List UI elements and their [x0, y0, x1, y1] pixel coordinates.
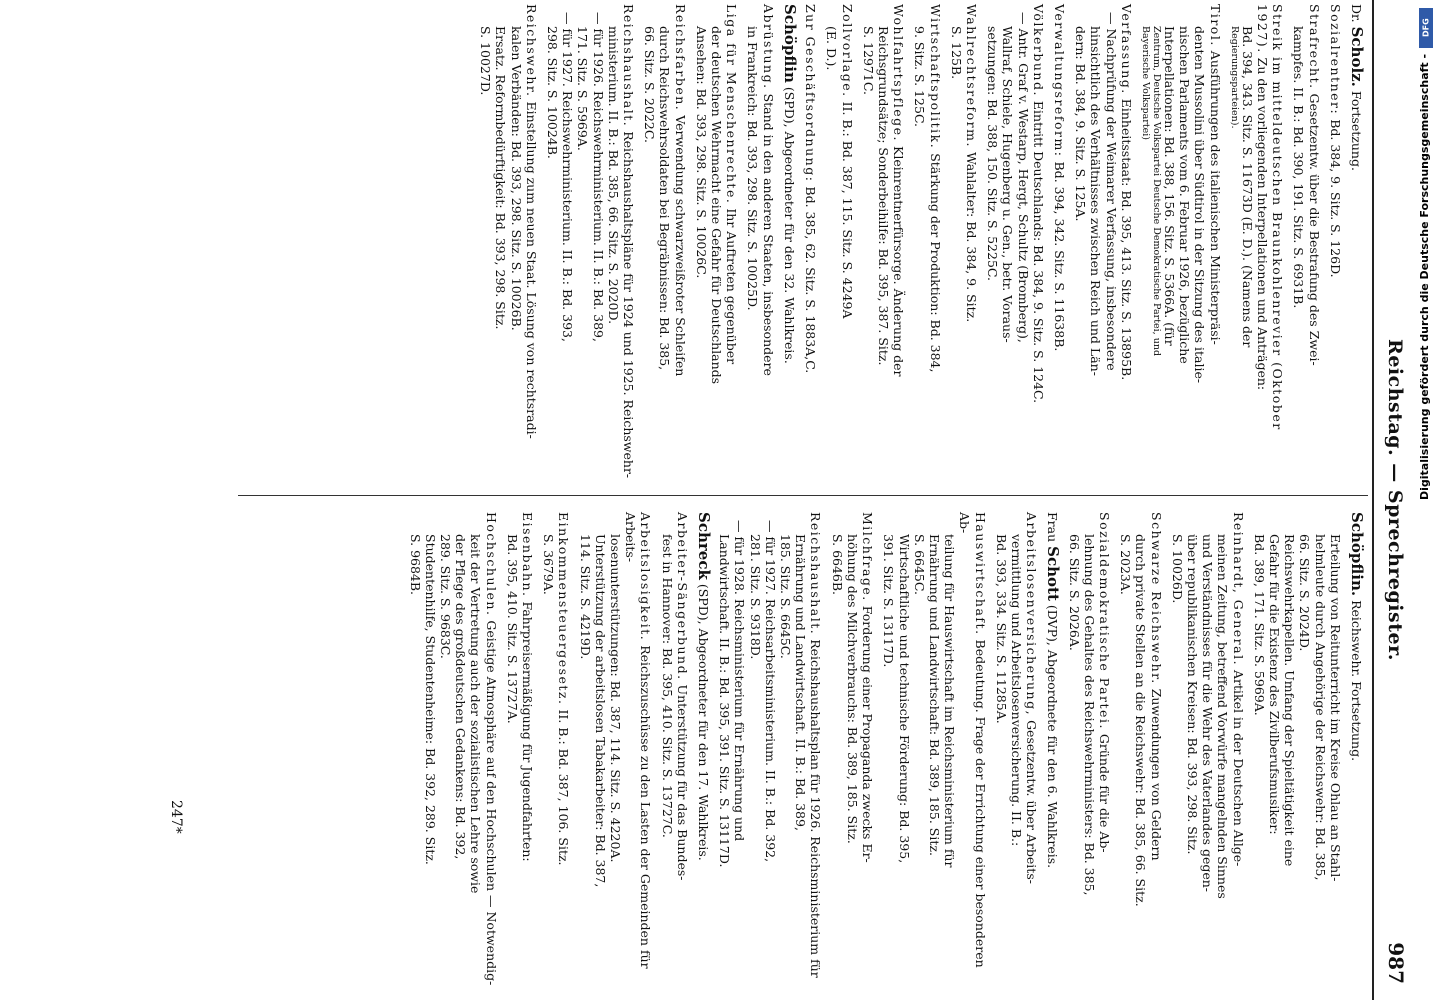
entry-line: Einheitsstaat: Bd. 395, 413. Sitz. S. 13895B. [1118, 98, 1134, 381]
entry-line: S. 12971C. [860, 26, 876, 95]
entry-line: kampfes. II. B.: Bd. 390, 191. Sitz. S. 6931B. [1291, 26, 1307, 309]
entry-line: lehnung des Gehaltes des Reichswehrministers: Bd. 385, [1081, 534, 1097, 896]
entry-line: 114. Sitz. S. 4219D. [577, 534, 593, 660]
entry-line: Bd. 389, 171. Sitz. S. 5969A. [1251, 534, 1267, 716]
entry-topic: Reichswehr. [523, 4, 539, 98]
entry-line: Ersatz. Reformbedürftigkeit: Bd. 393, 298. Sitz. [493, 26, 509, 330]
entry-line: S. 125B. [948, 26, 964, 80]
entry-line: Bd. 394, 343. Sitz. S. 11673D (E. D.). (Namens der [1239, 26, 1255, 348]
entry-line: losenunterstützungen: Bd. 387, 114. Sitz. S. 4220A. [608, 534, 624, 863]
entry-topic: Tirol. [1207, 4, 1223, 47]
entry-line: Stand in den anderen Staaten, insbesondere [760, 93, 776, 376]
continuation-note: Fortsetzung. [1349, 90, 1364, 171]
register-entry [824, 4, 854, 482]
entry-line: helmleute durch Angehörige der Reichswehr: Bd. 385, [1312, 534, 1328, 881]
entry-line: Ernährung und Landwirtschaft. II. B.: Bd. 389, [793, 534, 809, 831]
entry-line: 66. Sitz. S. 2022C. [642, 26, 658, 143]
entry-line: dern: Bd. 384, 9. Sitz. S. 125A. [1073, 26, 1089, 222]
entry-topic: Zollvorlage. [839, 4, 855, 98]
person-intro: (SPD), Abgeordneter für den 17. Wahlkreis. [696, 583, 712, 861]
entry-line: der deutschen Wehrmacht eine Gefahr für Deutschlands [709, 26, 725, 385]
register-entry [659, 512, 689, 990]
entry-line: Forderung einer Propaganda zwecks Er- [860, 605, 876, 863]
entry-line: Gesetzentw. über die Bestrafung des Zwei- [1306, 93, 1322, 366]
entry-topic: Schwarze Reichswehr. [1148, 512, 1164, 685]
entry-list [407, 512, 689, 990]
entry-topic: Wahlrechtsreform. [963, 4, 979, 148]
entry-topic: Verfassung. [1118, 4, 1134, 95]
entry-line: höhung des Milchverbrauchs: Bd. 389, 185. Sitz. [844, 534, 860, 844]
entry-topic: Arbeitslosenversicherung, [1024, 512, 1040, 717]
entry-line: durch private Stellen an die Reichswehr: Bd. 385, 66. Sitz. [1133, 534, 1149, 907]
person-name: Schöpflin. [1348, 512, 1366, 597]
register-entry [994, 512, 1040, 990]
dfg-logo: DFG [1419, 8, 1433, 48]
register-entry [1073, 4, 1134, 482]
entry-line: Zuwendungen von Geldern [1148, 688, 1164, 861]
register-entry [830, 512, 876, 990]
entry-line: meinen Zeitung, betreffend Vorwürfe mangelnden Sinnes [1215, 534, 1231, 899]
entry-line: — für 1927. Reichswehrministerium. II. B.: Bd. 393, [560, 12, 576, 342]
register-entry [861, 4, 907, 482]
entry-line: Wallraf, Schiele, Hugenberg u. Gen., betr. Voraus- [1000, 26, 1016, 343]
entry-line: S. 10027D. [478, 26, 494, 96]
entry-line: Ernährung und Landwirtschaft: Bd. 389, 185. Sitz. [926, 534, 942, 856]
entry-line: hinsichtlich des Verhältnisses zwischen Reich und Län- [1088, 26, 1104, 376]
entry-line: 66. Sitz. S. 2024D. [1297, 534, 1313, 652]
entry-topic: Strafrecht. [1306, 4, 1322, 90]
entry-line: Kleinrentnerfürsorge. Änderung der [891, 146, 907, 377]
entry-line: Gründe für die Ab- [1096, 733, 1112, 853]
register-entry [1252, 512, 1343, 990]
left-column [472, 4, 1364, 482]
entry-line: Unterstützung der arbeitslosen Tabakarbeiter: Bd. 387, [592, 534, 608, 888]
person-name: Scholz. [1348, 26, 1366, 87]
running-title: Reichstag. — Sprechregister. [1384, 339, 1406, 661]
person-heading [695, 512, 714, 990]
person-name: Schreck [695, 512, 714, 580]
entry-line: Bd. 384, 9. Sitz. S. 126D. [1327, 119, 1343, 278]
entry-line: der Pflege des großdeutschen Gedankens: Bd. 392, [453, 534, 469, 860]
digitization-sidebar [1418, 6, 1434, 994]
entry-line: kalen Verbänden: Bd. 393, 298. Sitz. S. 10026B. [508, 26, 524, 331]
entry-list [717, 512, 1039, 990]
entry-line: S. 9684B. [407, 534, 423, 596]
entry-topic: Sozialdemokratische Partei. [1096, 512, 1112, 730]
entry-line: 289. Sitz. S. 9683C. [438, 534, 454, 659]
register-entry [541, 512, 571, 990]
entry-topic: Verwaltungsreform: [1051, 4, 1067, 158]
entry-topic: Wirtschaftspolitik. [927, 4, 943, 150]
entry-line: 185. Sitz. S. 6645C. [778, 534, 794, 659]
entry-line: S. 3679A. [541, 534, 557, 595]
register-entry [694, 4, 740, 482]
register-entry [912, 4, 942, 482]
register-entry [1229, 4, 1286, 482]
right-column [401, 512, 1364, 990]
entry-topic: Hauswirtschaft. [972, 512, 988, 636]
register-entry [577, 512, 653, 990]
entry-line: S. 2023A. [1118, 534, 1134, 595]
person-heading [1349, 512, 1364, 990]
entry-line: 171. Sitz. S. 5969A. [575, 26, 591, 151]
continuation-note: Reichswehr. Fortsetzung. [1349, 600, 1364, 762]
entry-line: (E. D.). [824, 26, 840, 71]
name-prefix: Dr. [1349, 4, 1364, 23]
register-entry [1170, 512, 1246, 990]
entry-topic: Arbeitslosigkeit. [638, 512, 654, 642]
entry-topic: Zur Geschäftsordnung: [803, 4, 819, 183]
entry-line: Reichshaushaltsplan für 1926. Reichsministerium für [808, 639, 824, 978]
entry-line: Ihr Auftreten gegenüber [724, 208, 740, 365]
entry-line: Bd. 394, 342. Sitz. S. 11638B. [1051, 161, 1067, 352]
entry-line: Regierungsparteien). [1228, 26, 1240, 129]
register-entry [545, 4, 636, 482]
entry-line: Stärkung der Produktion: Bd. 384, [927, 153, 943, 373]
entry-line: II. B.: Bd. 387, 106. Sitz. [556, 709, 572, 866]
entry-topic: Milchfrage. [860, 512, 876, 602]
entry-topic: Reinhardt, General. [1230, 512, 1246, 667]
person-intro: (SPD), Abgeordneter für den 32. Wahlkreis. [781, 86, 797, 364]
entry-topic: Streik im mitteldeutschen Braunkohlenrevier (Oktober 1927). [1254, 4, 1286, 431]
register-entry [478, 4, 539, 482]
entry-line: 9. Sitz. S. 125C. [912, 26, 928, 128]
entry-list [478, 4, 776, 482]
entry-line: Bd. 393, 334. Sitz. S. 11285A. [993, 534, 1009, 724]
entry-topic: Abrüstung. [760, 4, 776, 90]
entry-line: — für 1927. Reichsarbeitsministerium. II. B.: Bd. 392, [762, 520, 778, 863]
register-entry [1291, 4, 1321, 482]
register-entry [1140, 4, 1223, 482]
entry-line: 298. Sitz. S. 10024B. [545, 26, 561, 159]
entry-line: Studentenhilfe, Studentenheime: Bd. 392, 289. Sitz. [422, 534, 438, 865]
entry-line: Unterstützung für das Bundes- [674, 684, 690, 881]
entry-line: Zu den vorliegenden Interpellationen und Anträgen: [1254, 57, 1270, 391]
entry-line: denten Mussolini über Südtirol in der Sitzung des italie- [1192, 26, 1208, 384]
entry-line: über republikanischen Kreisen: Bd. 393, 298. Sitz. [1184, 534, 1200, 855]
entry-line: Reichsgrundsätze; Sonderbeihilfe: Bd. 395, 387. Sitz. [875, 26, 891, 366]
entry-line: nischen Parlaments vom 6. Februar 1926, bezügliche [1177, 26, 1193, 364]
entry-line: setzungen: Bd. 388, 150. Sitz. S. 5225C. [985, 26, 1001, 281]
entry-topic: Arbeiter-Sängerbund. [674, 512, 690, 681]
register-entry [642, 4, 688, 482]
entry-topic: Liga für Menschenrechte. [724, 4, 740, 205]
entry-topic: Reichshaushalt. [808, 512, 824, 636]
entry-line: Reichszuschüsse zu den Lasten der Gemeinden für Arbeits- [623, 512, 654, 969]
entry-topic: Reichsfarben. [672, 4, 688, 112]
entry-topic: Wohlfahrtspflege. [891, 4, 907, 143]
signature-mark: 247* [168, 800, 184, 834]
register-entry [985, 4, 1046, 482]
register-entry [1328, 4, 1343, 482]
entry-line: Bd. 385, 62. Sitz. S. 1883A,C. [803, 186, 819, 374]
entry-topic: Hochschulen. [483, 512, 499, 617]
entry-line: Interpellationen: Bd. 388, 156. Sitz. S. 5366A. (für [1161, 26, 1177, 346]
entry-line: — für 1926. Reichswehrministerium. II. B.: Bd. 389, [590, 12, 606, 342]
digitization-credit: Digitalisierung gefördert durch die Deutsche Forschungsgemeinschaft - [1418, 54, 1431, 501]
entry-line: Ausführungen des italienischen Ministerpräsi- [1207, 50, 1223, 345]
entry-list [803, 4, 1343, 482]
entry-line: — für 1928. Reichsministerium für Ernährung und [732, 520, 748, 842]
entry-line: Verwendung schwarzweißroter Schleifen [672, 115, 688, 377]
entry-line: — Antr. Graf v. Westarp, Hergt, Schultz (Bromberg), [1015, 12, 1031, 343]
register-entry [1066, 512, 1112, 990]
entry-line: Landwirtschaft. II. B.: Bd. 395, 391. Sitz. S. 13117D. [717, 534, 733, 868]
entry-topic: Völkerbund. [1030, 4, 1046, 97]
entry-line: II. B.: Bd. 387, 115. Sitz. S. 4249A [839, 101, 855, 319]
entry-line: Reichshaushaltspläne für 1924 und 1925. Reichswehr- [621, 131, 637, 479]
entry-line: Ansehen: Bd. 393, 298. Sitz. S. 10026C. [693, 26, 709, 279]
entry-line: vermittlung und Arbeitslosenversicherung. II. B.: [1008, 534, 1024, 847]
entry-line: 281. Sitz. S. 9318D. [747, 534, 763, 660]
person-name: Schöpflin [780, 4, 799, 83]
entry-line: Bedeutung. Frage der Errichtung einer besonderen Ab- [957, 512, 988, 968]
entry-line: Wahlalter: Bd. 384, 9. Sitz. [963, 151, 979, 323]
entry-topic: Eisenbahn. [520, 512, 536, 598]
entry-line: und Verständnisses für die Wehr des Vaterlandes gegen- [1200, 534, 1216, 893]
entry-line: Gesetzentw. über Arbeits- [1024, 720, 1040, 884]
person-heading [1349, 4, 1364, 482]
entry-line: Zentrum, Deutsche Volkspartei Deutsche Demokratische Partei, und [1150, 26, 1162, 357]
register-entry [803, 4, 818, 482]
page-header [1374, 0, 1414, 1000]
entry-line: keit der Vertretung auch der sozialistischen Lehre sowie [468, 534, 484, 894]
entry-line: Artikel in der Deutschen Allge- [1230, 670, 1246, 867]
entry-line: S. 6646B. [829, 534, 845, 596]
entry-line: 391. Sitz. S. 13117D. [881, 534, 897, 668]
entry-line: Bayerische Volkspartei) [1139, 26, 1151, 141]
entry-line: ministerium. II. B.: Bd. 385, 66. Sitz. S. 2020D. [605, 26, 621, 325]
entry-line: in Frankreich: Bd. 393, 298. Sitz. S. 10025D. [745, 26, 761, 311]
entry-line: S. 6645C. [911, 534, 927, 595]
entry-topic: Einkommensteuergesetz. [556, 512, 572, 706]
entry-line: fest in Hannover: Bd. 395, 410. Sitz. S. 13727C. [659, 534, 675, 838]
entry-list [1066, 512, 1342, 990]
person-name: Schott [1044, 546, 1063, 601]
register-entry [745, 4, 775, 482]
entry-line: S. 10026D. [1169, 534, 1185, 604]
entry-line: — Nachprüfung der Weimarer Verfassung, insbesondere [1103, 12, 1119, 371]
column-divider [238, 495, 1368, 496]
entry-line: durch Reichswehrsoldaten bei Begräbnissen: Bd. 385, [657, 26, 673, 371]
entry-line: Erteilung von Reitunterricht im Kreise Ohlau an Stahl- [1327, 534, 1343, 882]
entry-line: Geistige Atmosphäre auf den Hochschulen — Notwendig- [483, 620, 499, 986]
person-intro: (DVP), Abgeordnete für den 6. Wahlkreis. [1045, 604, 1061, 869]
register-entry [505, 512, 535, 990]
entry-line: Eintritt Deutschlands: Bd. 384, 9. Sitz. S. 124C. [1030, 100, 1046, 404]
register-entry [717, 512, 823, 990]
page-number: 987 [1384, 942, 1408, 984]
entry-line: Gefahr für die Existenz des Zivilberufsmusiker: [1266, 534, 1282, 835]
header-rule [1372, 0, 1374, 1000]
scanned-page [88, 0, 1414, 1000]
entry-line: Fahrpreisermäßigung für Jugendfahrten: [520, 601, 536, 862]
name-prefix: Frau [1045, 512, 1061, 543]
entry-topic: Sozialrentner: [1327, 4, 1343, 116]
register-entry [407, 512, 498, 990]
register-entry [1052, 4, 1067, 482]
entry-line: teilung für Hauswirtschaft im Reichsministerium für [942, 534, 958, 868]
register-entry [881, 512, 987, 990]
entry-line: Reichswehrkapellen. Umfang der Spieltätigkeit eine [1282, 534, 1298, 867]
entry-topic: Reichshaushalt. [621, 4, 637, 128]
entry-line: Bd. 395, 410. Sitz. S. 13727A. [504, 534, 520, 724]
register-entry [949, 4, 979, 482]
entry-line: Wirtschaftliche und technische Förderung: Bd. 395, [896, 534, 912, 864]
entry-line: Einstellung zum neuen Staat. Lösung von rechtsradi- [523, 101, 539, 439]
person-heading [1044, 512, 1063, 990]
person-heading [782, 4, 797, 482]
register-entry [1118, 512, 1164, 990]
entry-line: 66. Sitz. S. 2026A. [1066, 534, 1082, 651]
